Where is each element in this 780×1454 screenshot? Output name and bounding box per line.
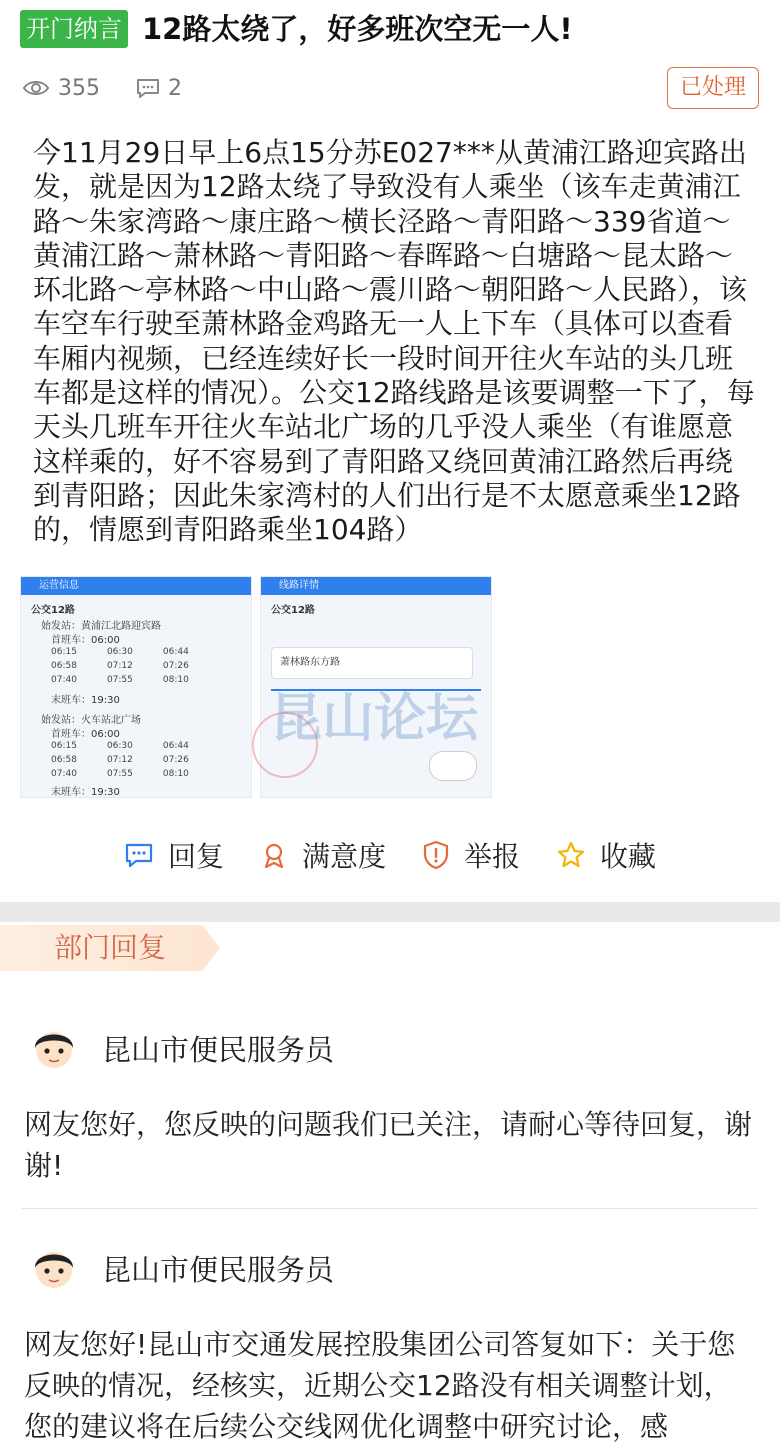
dept-reply-label: 部门回复 [54,931,167,964]
reply-text: 网友您好，您反映的问题我们已关注，请耐心等待回复，谢谢! [24,1108,753,1182]
image-first-bus: 首班车：06:00 [51,635,120,646]
image-route: 公交12路 [271,605,315,616]
image-direction: 始发站：黄浦江北路迎宾路 [41,621,161,632]
watermark: 昆山论坛 [270,689,479,749]
views-count: 355 [58,75,100,101]
comment-icon [136,77,160,99]
satisfaction-label: 满意度 [301,840,386,873]
image-stop-card: 萧林路东方路 [271,647,473,679]
favorite-label: 收藏 [600,840,657,873]
image-last-bus: 末班车：19:30 [51,787,120,798]
action-bar [0,820,780,890]
reply-avatar [28,1240,80,1298]
favorite-button[interactable] [556,835,656,875]
reply-label: 回复 [167,840,224,873]
image-refresh-chip [429,751,477,781]
eye-icon [22,78,50,98]
avatar-icon [28,1020,80,1074]
image-route: 公交12路 [31,605,75,616]
views-stat [22,76,100,101]
image-direction: 始发站：火车站北广场 [41,715,141,726]
replier-name: 昆山市便民服务员 [102,1033,335,1067]
comments-stat[interactable] [136,76,182,101]
image-topbar: 运营信息 [21,577,251,595]
time-row: 06:15 06:30 06:44 [51,741,189,751]
satisfaction-button[interactable] [260,835,386,875]
reply-divider [22,1208,758,1209]
post-stats [22,70,218,106]
satisfaction-icon [260,841,288,869]
replier-name: 昆山市便民服务员 [102,1253,335,1287]
image-last-bus: 末班车：19:30 [51,695,120,706]
shield-alert-icon [422,840,450,870]
report-button[interactable] [422,835,520,875]
image-topbar: 线路详情 [261,577,491,595]
time-row: 06:58 07:12 07:26 [51,661,189,671]
image-first-bus: 首班车：06:00 [51,729,120,740]
bus-schedule-image[interactable] [20,576,252,798]
section-divider [0,902,780,922]
report-label: 举报 [464,840,521,873]
reply-button[interactable] [124,835,224,875]
comments-count: 2 [168,75,182,101]
reply-icon [124,841,154,869]
reply-avatar [28,1020,80,1078]
post-body: 今11月29日早上6点15分苏E027***从黄浦江路迎宾路出发，就是因为12路太绕了导致没有人乘坐（该车走黄浦江路～朱家湾路～康庄路～横长泾路～青阳路～339省道～黄浦江路～萧林路～青阳路～春晖路～白塘路～昆太路～环北路～亭林路～中山路～震川路～朝阳路～人民路），该车空车行驶至萧林路金鸡路无一人上下车（具体可以查看车厢内视频，已经连续好长一段时间开往火车站的头几班车都是这样的情况）。公交12路线路是该要调整一下了，每天头几班车开往火车站北广场的几乎没人乘坐（有谁愿意这样乘的，好不容易到了青阳路又绕回黄浦江路然后再绕到青阳路；因此朱家湾村的人们出行是不太愿意乘坐12路的，情愿到青阳路乘坐104路） [33,136,755,547]
category-tag[interactable]: 开门纳言 [20,10,128,48]
time-row: 06:58 07:12 07:26 [51,755,189,765]
time-row: 06:15 06:30 06:44 [51,647,189,657]
post-title: 12路太绕了，好多班次空无一人! [142,12,573,46]
status-badge: 已处理 [667,67,759,109]
time-row: 07:40 07:55 08:10 [51,769,189,779]
star-icon [556,840,586,870]
avatar-icon [28,1240,80,1294]
reply-text: 网友您好!昆山市交通发展控股集团公司答复如下：关于您反映的情况，经核实，近期公交12路没有相关调整计划，您的建议将在后续公交线网优化调整中研究讨论，感 [24,1328,736,1443]
time-row: 07:40 07:55 08:10 [51,675,189,685]
